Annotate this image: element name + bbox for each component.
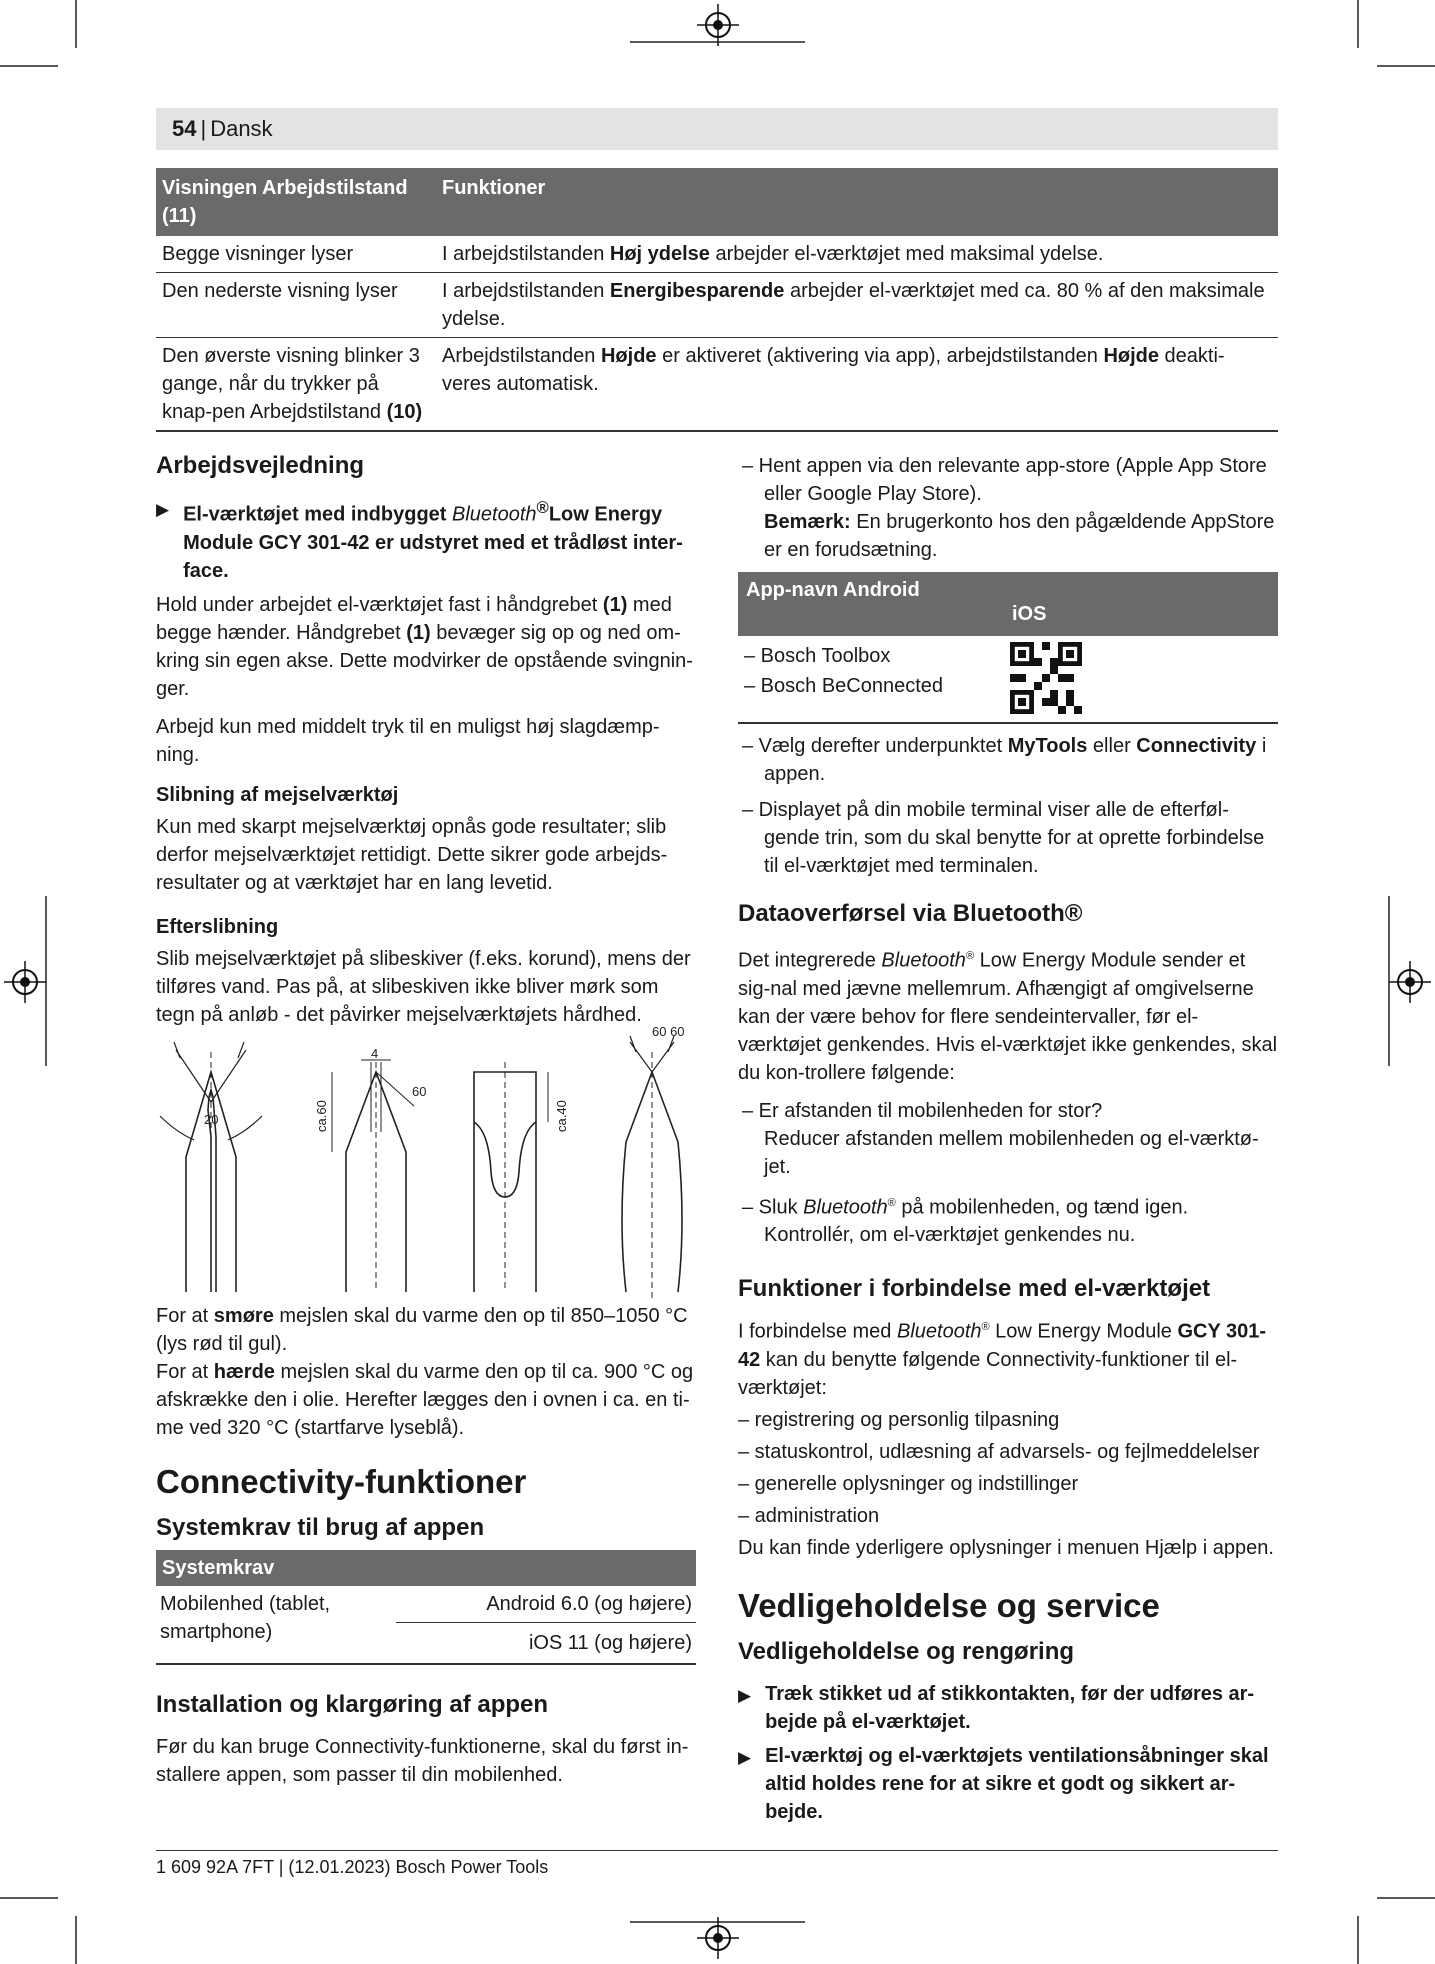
heading-maintenance: Vedligeholdelse og service — [738, 1586, 1160, 1624]
page-footer: 1 609 92A 7FT | (12.01.2023) Bosch Power Tools — [156, 1850, 1278, 1878]
dim-label-4: 4 — [371, 1046, 379, 1061]
paragraph: I forbindelse med Bluetooth® Low Energy Module GCY 301-42 kan du benytte følgende Connectivity-funktioner til el-værktøjet: — [738, 1320, 1267, 1399]
page-language: Dansk — [210, 116, 273, 141]
left-column-top — [156, 452, 696, 1039]
note: Bemærk: En brugerkonto hos den pågældende AppStore er en forudsætning. — [764, 511, 1275, 561]
heading-system-requirements: Systemkrav til brug af appen — [156, 1514, 485, 1541]
angle-label-20: 20 — [204, 1112, 219, 1127]
list-item-detail: Reducer afstanden mellem mobilenheden og el-værktø-jet. — [764, 1127, 1259, 1178]
device-cell: Mobilenhed (tablet, smartphone) — [160, 1593, 331, 1643]
heading-installation: Installation og klargøring af appen — [156, 1691, 549, 1718]
app-list — [738, 636, 1278, 724]
warning-triangle-icon: ▶ — [738, 1747, 752, 1767]
list-item: – Vælg derefter underpunktet MyTools eller Connectivity i appen. — [742, 735, 1267, 785]
paragraph: Arbejd kun med middelt tryk til en muligst høj slagdæmp-ning. — [156, 715, 660, 766]
left-column-bottom — [156, 1302, 696, 1799]
paragraph: Slib mejselværktøjet på slibeskiver (f.eks. korund), mens der tilføres vand. Pas på, at slibeskiven ikke bliver mørk som tegn på anløb - det påvirker mejselværktøjets hårdhed. — [156, 947, 691, 1026]
angle-label-60: 60 — [412, 1084, 427, 1099]
right-column — [738, 452, 1278, 1832]
list-item: – Sluk Bluetooth® på mobilenheden, og tænd igen. — [742, 1196, 1189, 1219]
app-item-toolbox: – Bosch Toolbox — [744, 645, 891, 667]
page-header: 54 | Dansk — [156, 108, 1278, 150]
paragraph: Det integrerede Bluetooth® Low Energy Module sender et sig-nal med jævne mellemrum. Afhængigt af omgivelserne kan der være behov for flere sendeintervaller, før el-værktøjet genkendes. Hvis el-værktøjet ikke genkendes, skal du kon-trollere følgende: — [738, 949, 1278, 1084]
heading-connectivity: Connectivity-funktioner — [156, 1463, 527, 1500]
heading-cleaning: Vedligeholdelse og rengøring — [738, 1637, 1075, 1665]
paragraph: Kun med skarpt mejselværktøj opnås gode resultater; slib derfor mejselværktøjet rettidigt. Dette sikrer gode arbejds-resultater og at værktøjet har en lang levetid. — [156, 815, 668, 894]
app-name-header: App-navn Android iOS — [738, 572, 1278, 636]
paragraph: Før du kan bruge Connectivity-funktionerne, skal du først in-stallere appen, som passer til din mobilenhed. — [156, 1736, 689, 1786]
list-item: – registrering og personlig tilpasning — [738, 1408, 1060, 1431]
list-item: – generelle oplysninger og indstillinger — [738, 1472, 1079, 1495]
safety-warning: ▶ El-værktøjet med indbygget Bluetooth®Low Energy Module GCY 301-42 er udstyret med et trådløst inter-face. — [156, 494, 696, 585]
safety-warning: ▶ Træk stikket ud af stikkontakten, før der udføres ar-bejde på el-værktøjet. — [738, 1680, 1278, 1736]
list-item: – Er afstanden til mobilenheden for stor? — [742, 1099, 1103, 1122]
list-item: – statuskontrol, udlæsning af advarsels- og fejlmeddelelser — [738, 1440, 1260, 1463]
heading-resharpening: Efterslibning — [156, 915, 279, 938]
dim-label-ca40: ca.40 — [554, 1100, 569, 1132]
heading-work-guidance: Arbejdsvejledning — [156, 452, 365, 479]
android-requirement: Android 6.0 (og højere) — [396, 1586, 696, 1623]
heading-data-transfer: Dataoverførsel via Bluetooth® — [738, 900, 1083, 927]
warning-triangle-icon: ▶ — [738, 1685, 752, 1705]
paragraph: For at smøre mejslen skal du varme den op til 850–1050 °C (lys rød til gul). — [156, 1305, 688, 1355]
list-item-detail: Kontrollér, om el-værktøjet genkendes nu. — [764, 1224, 1136, 1247]
list-item: – Displayet på din mobile terminal viser alle de efterføl-gende trin, som du skal benytte for at oprette forbindelse til el-værktøjet med terminalen. — [742, 799, 1265, 877]
table-header-functions: Funktioner — [436, 168, 1278, 236]
registration-mark-bottom — [697, 1917, 739, 1959]
warning-triangle-icon: ▶ — [156, 500, 170, 519]
angle-label-6060: 60 60 — [652, 1024, 685, 1039]
work-mode-table — [156, 168, 1278, 432]
safety-warning: ▶ El-værktøj og el-værktøjets ventilationsåbninger skal altid holdes rene for at sikre et godt og sikkert ar-bejde. — [738, 1742, 1278, 1826]
heading-sharpening: Slibning af mejselværktøj — [156, 783, 399, 806]
registration-mark-right — [1389, 961, 1431, 1003]
table-row: Begge visninger lyser I arbejdstilstanden Høj ydelse arbejder el-værktøjet med maksimal ydelse. — [156, 236, 1278, 273]
qr-code-icon — [1010, 642, 1082, 714]
registration-mark-top — [697, 4, 739, 46]
registration-mark-left — [4, 961, 46, 1003]
dim-label-ca60-left: ca.60 — [314, 1100, 329, 1132]
list-item: – Hent appen via den relevante app-store (Apple App Store eller Google Play Store). — [742, 455, 1267, 505]
chisel-grinding-figure — [156, 1022, 696, 1304]
table-row: Den øverste visning blinker 3 gange, når du trykker på knap-pen Arbejdstilstand (10) Arbejdstilstanden Højde er aktiveret (aktivering via app), arbejdstilstanden Højde deakti-veres automatisk. — [156, 338, 1278, 432]
table-header-display: Visningen Arbejdstilstand (11) — [156, 168, 436, 236]
app-item-beconnected: – Bosch BeConnected — [744, 675, 944, 697]
table-row: Den nederste visning lyser I arbejdstilstanden Energibesparende arbejder el-værktøjet med ca. 80 % af den maksimale ydelse. — [156, 273, 1278, 338]
paragraph: Du kan finde yderligere oplysninger i menuen Hjælp i appen. — [738, 1536, 1274, 1559]
list-item: – administration — [738, 1504, 880, 1527]
paragraph: Hold under arbejdet el-værktøjet fast i håndgrebet (1) med begge hænder. Håndgrebet (1) bevæger sig op og ned om-kring sin egen akse. Dette modvirker de opstående svingnin-ger. — [156, 593, 693, 700]
ios-requirement: iOS 11 (og højere) — [528, 1632, 692, 1654]
heading-functions: Funktioner i forbindelse med el-værktøjet — [738, 1275, 1211, 1303]
system-requirements-table — [156, 1586, 696, 1665]
paragraph: For at hærde mejslen skal du varme den op til ca. 900 °C og afskrække den i olie. Herefter lægges den i ovnen i ca. en ti-me ved 320 °C (startfarve lyseblå). — [156, 1361, 694, 1439]
page-number: 54 — [172, 116, 197, 141]
system-requirements-header: Systemkrav — [156, 1550, 696, 1586]
